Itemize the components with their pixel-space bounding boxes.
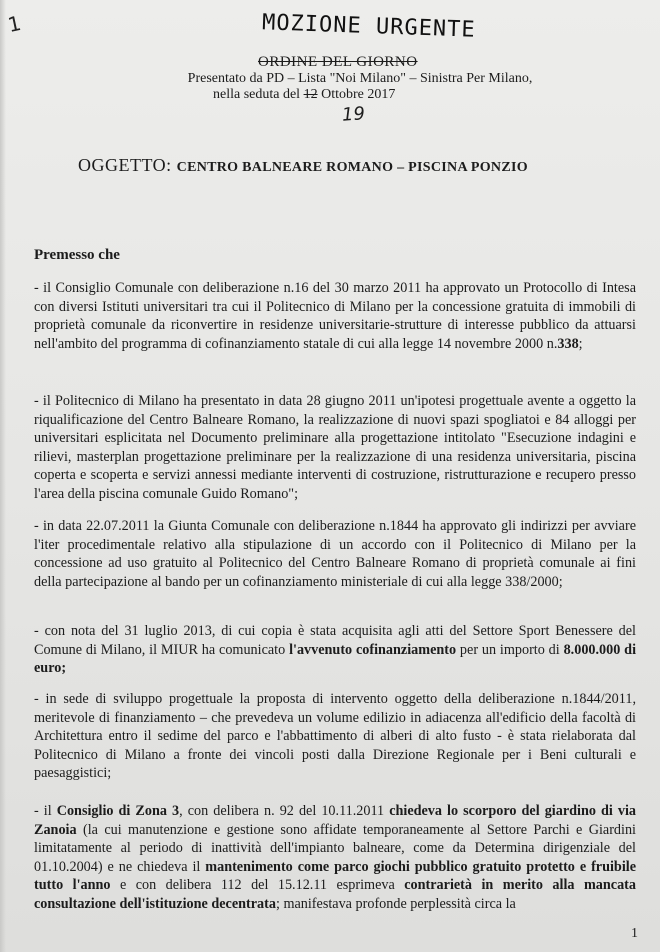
struck-title: ORDINE DEL GIORNO (258, 54, 418, 70)
paragraph-1-end: ; (578, 335, 583, 352)
paragraph-6 (34, 802, 636, 913)
paragraph-4-bold-b: 8.000.000 di euro; (34, 641, 637, 676)
session-suffix: Ottobre 2017 (317, 87, 396, 102)
scan-shadow (0, 0, 6, 952)
session-handwritten-day: 19 (341, 103, 366, 126)
paragraph-2: - il Politecnico di Milano ha presentato in data 28 giugno 2011 un'ipotesi progettuale avente a oggetto la riqualificazione del Centro Balneare Romano, la realizzazione di nuovi spazi spogliatoi e 84 alloggi per universitari esplicitata nel Documento preliminare alla progettazione intitolato "Esecuzione indagini e rilievi, masterplan progettazione preliminare per la realizzazione di una residenza universitaria, piscina coperta e scoperta e servizi annessi mediante interventi di costruzione, ristrutturazione e recupero presso l'area della piscina comunale Guido Romano"; (34, 393, 636, 502)
session-line (213, 87, 395, 103)
paragraph-4-bold-a: l'avvenuto cofinanziamento (289, 641, 457, 658)
paragraph-6-bold-d: chiedeva lo scorporo del giardino di via Zanoia (34, 803, 637, 838)
paragraph-6-text-e: (la cui manutenzione e gestione sono affidate temporaneamente al Settore Parchi e Giardini limitatamente al periodo di inattività dell'impianto balneare, come da Determina dirigenziale del 01.10.2004) e ne chiedeva il (34, 821, 636, 875)
page-number: 1 (631, 926, 638, 941)
paragraph-3: - in data 22.07.2011 la Giunta Comunale con deliberazione n.1844 ha approvato gli indirizzi per avviare l'iter procedimentale relativo alla stipulazione di un accordo con il Politecnico di Milano per la concessione ad uso gratuito al Politecnico del Centro Balneare Romano di proprietà comunale ai fini della partecipazione al bando per un cofinanziamento ministeriale di cui alla legge 338/2000; (34, 518, 636, 590)
paragraph-1 (34, 279, 636, 353)
session-crossed-day: 12 (303, 87, 318, 102)
paragraph-4-text: - con nota del 31 luglio 2013, di cui copia è stata acquisita agli atti del Settore Sport Benessere del Comune di Milano, il MIUR ha comunicato (34, 623, 636, 658)
paragraph-6-bold-h: contrarietà in merito alla mancata consultazione dell'istituzione decentrata (34, 877, 636, 912)
section-heading: Premesso che (34, 247, 120, 263)
paragraph-5: - in sede di sviluppo progettuale la proposta di intervento oggetto della deliberazione n.1844/2011, meritevole di finanziamento – che prevedeva un volume edilizio in adiacenza all'edificio della facoltà di Architettura entro il sedime del parco e l'abbattimento di alberi di alto fusto - è stata rielaborata dal Politecnico di Milano a fronte dei vincoli posti dalla Direzione Regionale per i Beni culturali e paesaggistici; (34, 691, 636, 781)
subject-line (78, 155, 528, 176)
paragraph-6-text-a: - il (34, 803, 57, 819)
paragraph-4 (34, 622, 636, 678)
subject-title: CENTRO BALNEARE ROMANO – PISCINA PONZIO (176, 160, 528, 175)
paragraph-6-text-c: , con delibera n. 92 del 10.11.2011 (179, 803, 390, 819)
handwritten-title: MOZIONE URGENTE (261, 10, 477, 43)
corner-mark: 1 (5, 10, 24, 38)
paragraph-4-mid: per un importo di (456, 641, 564, 658)
paragraph-6-bold-b: Consiglio di Zona 3 (56, 803, 180, 819)
presented-by: Presentato da PD – Lista "Noi Milano" – Sinistra Per Milano, (187, 71, 533, 86)
session-prefix: nella seduta del (213, 87, 304, 102)
subject-prefix: OGGETTO: (78, 155, 177, 175)
paragraph-6-text-g: e con delibera 112 del 15.12.11 esprimeva (110, 877, 405, 893)
paragraph-1-text: - il Consiglio Comunale con deliberazione n.16 del 30 marzo 2011 ha approvato un Protocollo di Intesa con diversi Istituti universitari tra cui il Politecnico di Milano per la concessione gratuita di immobili di proprietà comunale da riconvertire in residenze universitarie-strutture di interesse pubblico da attuarsi nell'ambito del programma di cofinanziamento statale di cui alla legge 14 novembre 2000 n. (34, 280, 636, 352)
paragraph-6-bold-f: mantenimento come parco giochi pubblico gratuito protetto e fruibile tutto l'anno (34, 858, 636, 893)
paragraph-6-text-i: ; manifestava profonde perplessità circa la (275, 895, 516, 912)
paragraph-1-bold: 338 (557, 335, 579, 352)
